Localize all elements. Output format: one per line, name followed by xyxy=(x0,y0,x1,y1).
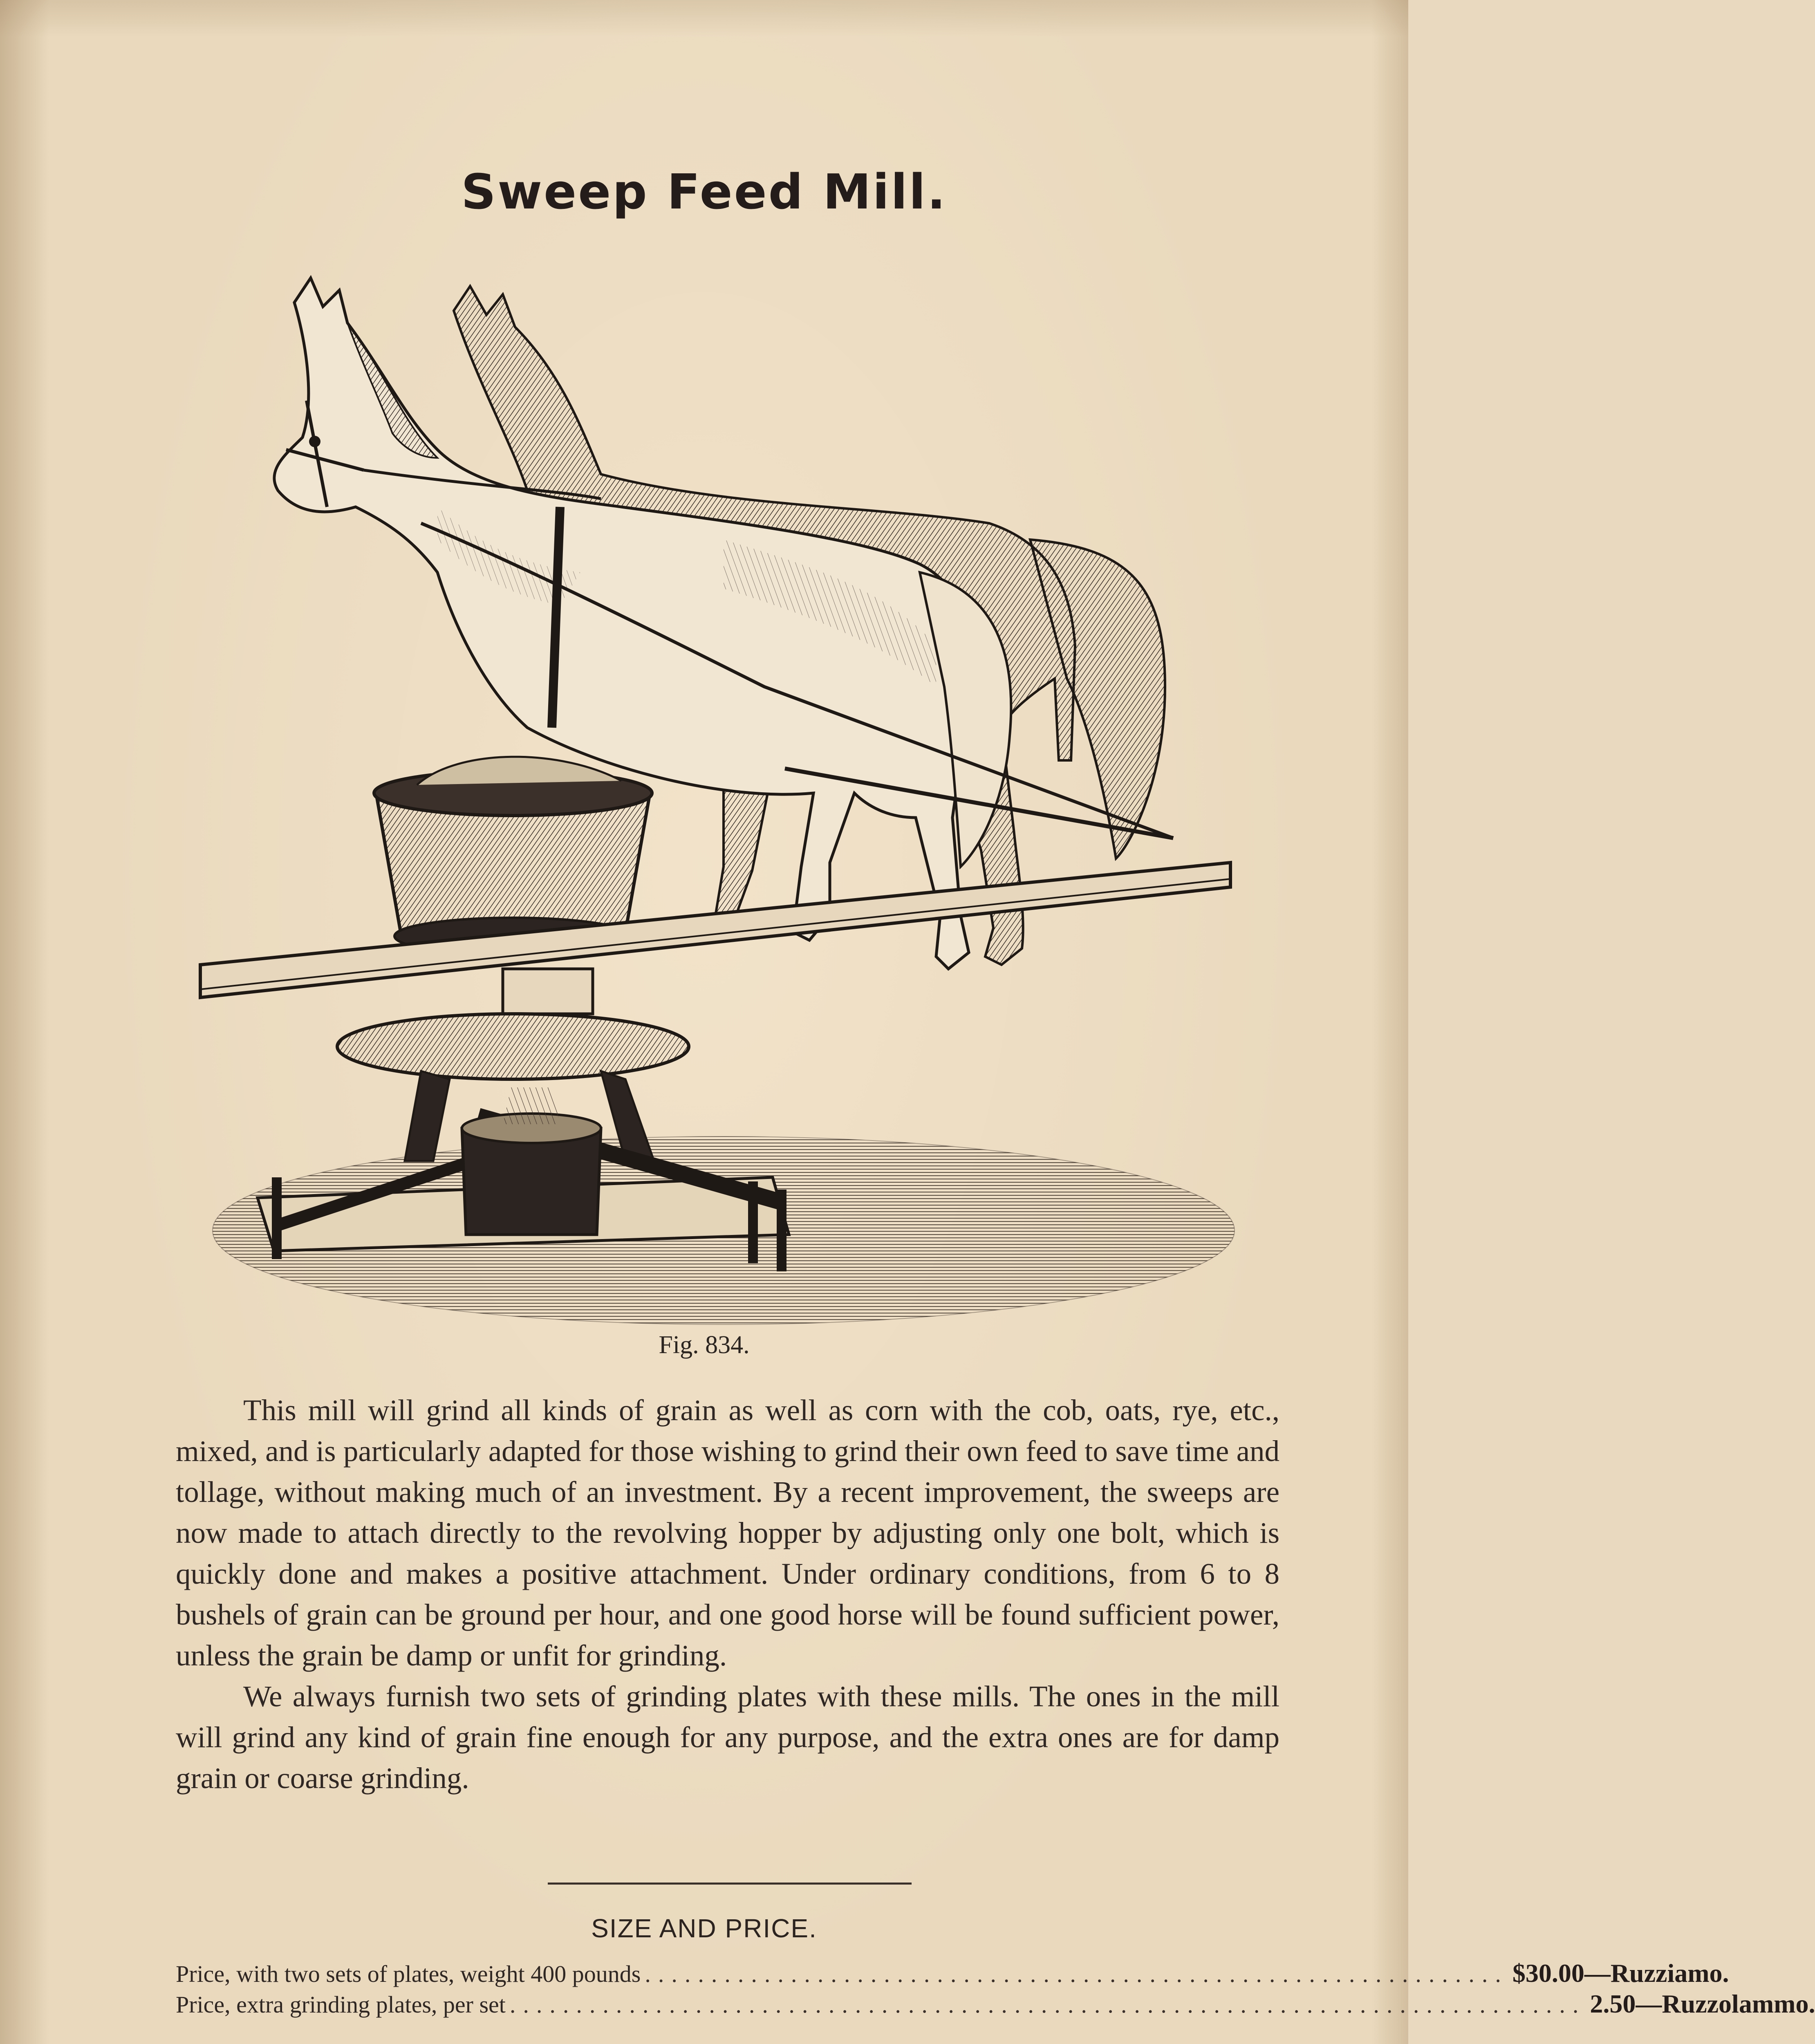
light-horse-icon xyxy=(274,278,1011,969)
leader-dots: ................................................................................. xyxy=(509,1991,1586,2018)
price-row xyxy=(176,1989,1815,2018)
price-amount: 2.50—Ruzzolammo. xyxy=(1590,1989,1815,2018)
size-price-heading: SIZE AND PRICE. xyxy=(591,1914,817,1943)
price-description: Price, extra grinding plates, per set xyxy=(176,1991,506,2018)
sweep-beam-icon xyxy=(200,863,1230,1014)
paragraph-1: This mill will grind all kinds of grain as well as corn with the cob, oats, rye, etc., mixed, and is particularly adapted for those wishing to grind their own feed to save time and tollage, without making much of an investment. By a recent improvement, the sweeps are now made to attach directly to the revolving hopper by adjusting only one bolt, which is quickly done and makes a positive attachment. Under ordinary conditions, from 6 to 8 bushels of grain can be ground per hour, and one good horse will be found sufficient power, unless the grain be damp or unfit for grinding. xyxy=(176,1394,1279,1672)
page-title: Sweep Feed Mill. xyxy=(461,164,947,220)
paragraph-2: We always furnish two sets of grinding plates with these mills. The ones in the mill will grind any kind of grain fine enough for any purpose, and the extra ones are for damp grain or coarse grinding. xyxy=(176,1680,1279,1795)
leader-dots: ................................................................. xyxy=(645,1961,1508,1987)
price-amount: $30.00—Ruzziamo. xyxy=(1512,1959,1729,1988)
sweep-feed-mill-illustration xyxy=(192,278,1255,1325)
figure-caption: Fig. 834. xyxy=(659,1331,750,1359)
section-divider xyxy=(548,1883,912,1885)
description-text xyxy=(176,1390,1279,1799)
price-description: Price, with two sets of plates, weight 400 pounds xyxy=(176,1961,641,1987)
price-row xyxy=(176,1958,1729,1988)
